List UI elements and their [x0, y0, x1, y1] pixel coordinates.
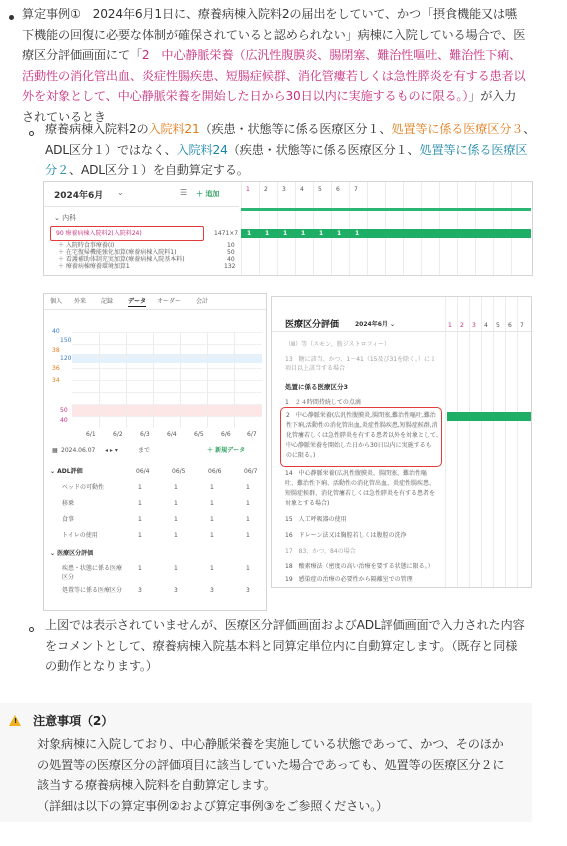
notice-title: 注意事項（2）: [33, 714, 114, 728]
calendar-day: 3: [472, 322, 476, 329]
case-line: 活動性の消化管出血、炎症性腸疾患、短腸症候群、消化管瘻若しくは急性膵炎を有する患者以: [22, 68, 526, 83]
item-row[interactable]: ＋ 入院時食事療養(Ⅰ): [58, 242, 115, 249]
evaluation-line: 17 83、かつ、84の場合: [285, 548, 356, 555]
schedule-bar: [241, 208, 531, 211]
new-data-button[interactable]: ＋ 新規データ: [207, 447, 246, 454]
section-heading: 処置に係る医療区分3: [285, 383, 349, 391]
month-selector[interactable]: 2024年6月 ⌄: [355, 321, 395, 328]
calendar-day: 4: [484, 322, 488, 329]
screenshot-header: [44, 182, 239, 207]
adl-value: 1: [210, 484, 214, 491]
case-line: 療区分評価画面にて「2 中心静脈栄養（広汎性腹膜炎、腸閉塞、難治性嘔吐、難治性下痢、: [22, 48, 522, 62]
calendar-day: 5: [318, 186, 322, 193]
date-toolbar: [44, 443, 266, 457]
y-axis-label: 150: [60, 337, 72, 344]
calendar-day: 5: [496, 322, 500, 329]
medical-item: 疾患・状態に係る医療区分: [62, 565, 123, 581]
adl-value: 1: [210, 516, 214, 523]
highlight-qty: 1471×7: [214, 230, 239, 237]
calendar-day: 3: [282, 186, 286, 193]
x-axis-label: 6/7: [247, 431, 257, 438]
case-line: されているとき: [22, 109, 106, 124]
y-axis-label: 40: [60, 417, 68, 424]
adl-value: 1: [246, 500, 250, 507]
adl-item: 食事: [62, 516, 75, 523]
y-axis-label: 36: [52, 365, 60, 372]
adl-value: 1: [138, 516, 142, 523]
item-qty: 132: [224, 263, 236, 270]
bar-cell: 1: [247, 230, 252, 237]
item-row[interactable]: ＋ 療養病棟療養環境加算1: [58, 263, 130, 270]
adl-value: 1: [138, 484, 142, 491]
boxed-line: 2 中心静脈栄養(広汎性腹膜炎,腸閉塞,難治性嘔吐,難治: [286, 412, 436, 419]
result-description: 療養病棟入院料2の入院料21（疾患・状態等に係る医療区分１、処置等に係る医療区分３、 ADL区分１）ではなく、入院料24（疾患・状態等に係る医療区分１、処置等に係る医療区 分２、ADL区分１）を自動算定する。: [45, 122, 536, 177]
y-axis-label: 50: [60, 407, 68, 414]
adl-item: 移乗: [62, 500, 75, 507]
adl-value: 1: [246, 516, 250, 523]
notice-box: ! 注意事項（2） 対象病棟に入院しており、中心静脈栄養を実施している状態であって、かつ、そのほか の処置等の医療区分の評価項目に該当していた場合であっても、処置等の医療区分２に 該当する療養病棟入院料を自動算定します。 （詳細は以下の算定事例②および算定事例③をご参照ください。）: [0, 703, 532, 822]
sub-bullet: [29, 627, 34, 632]
x-axis-label: 6/6: [221, 431, 231, 438]
medical-value: 3: [246, 587, 250, 594]
date-field[interactable]: 2024.06.07: [61, 447, 96, 454]
x-axis-label: 6/3: [140, 431, 150, 438]
evaluation-line: 項目以上該当する場合: [285, 365, 346, 372]
evaluation-line: （Ⅲ）等（スモン、筋ジストロフィー）: [285, 341, 390, 348]
medical-value: 1: [174, 565, 178, 572]
adl-value: 1: [138, 500, 142, 507]
tab-record[interactable]: 記録: [101, 298, 114, 305]
tab-outpatient[interactable]: 外来: [74, 298, 87, 305]
evaluation-line: 対象とする場合): [285, 500, 330, 507]
case-line: 外を対象として、中心静脈栄養を開始した日から30日以内に実施するものに限る。）」が入力: [22, 89, 517, 103]
adl-value: 1: [174, 500, 178, 507]
evaluation-line: 1 ２４時間持続しての点滴: [285, 399, 361, 406]
calendar-day: 2: [460, 322, 464, 329]
calculation-screenshot: [43, 181, 533, 276]
evaluation-line: 13 糖に該当、かつ、1～41（15及び31を除く。）に１: [285, 356, 436, 363]
data-tab-screenshot: [43, 293, 267, 611]
calendar-area: [241, 182, 532, 275]
medical-value: 1: [210, 565, 214, 572]
adl-item: ベッドの可動性: [62, 484, 105, 491]
adl-value: 1: [138, 532, 142, 539]
boxed-line: 化管瘻若しくは急性膵炎を有する患者以外を対象として、: [286, 432, 442, 439]
adl-value: 1: [246, 484, 250, 491]
evaluation-line: 15 人工呼吸器の使用: [285, 516, 347, 523]
calendar-day: 4: [300, 186, 304, 193]
tab-bar: [44, 294, 266, 310]
adl-value: 1: [210, 532, 214, 539]
medical-item: 処置等に係る医療区分: [62, 587, 123, 594]
calendar-day: 1: [448, 322, 452, 329]
calendar-day: 2: [264, 186, 268, 193]
month-label[interactable]: 2024年6月: [54, 191, 104, 201]
vitals-chart: [72, 332, 262, 428]
evaluation-line: 14 中心静脈栄養(広汎性腹膜炎、腸閉塞、難治性嘔: [285, 470, 427, 477]
medical-section[interactable]: ⌄ 医療区分評価: [50, 550, 94, 557]
y-axis-label: 38: [52, 347, 60, 354]
calendar-day: 1: [246, 186, 250, 193]
item-row[interactable]: ＋ 看護補助体制充実加算(療養病棟入院基本料): [58, 256, 185, 263]
list-bullet: [9, 15, 14, 20]
x-axis-label: 6/4: [167, 431, 177, 438]
calendar-day: 7: [354, 186, 358, 193]
medical-value: 3: [210, 587, 214, 594]
bar-cell: 1: [283, 230, 288, 237]
y-axis-label: 120: [60, 355, 72, 362]
calendar-day: 6: [336, 186, 340, 193]
item-qty: 40: [227, 256, 235, 263]
adl-value: 1: [210, 500, 214, 507]
tab-order[interactable]: オーダー: [157, 298, 182, 305]
department-label[interactable]: ⌄ 内科: [54, 214, 77, 222]
y-axis-label: 40: [52, 328, 60, 335]
calendar-day: 7: [520, 322, 524, 329]
evaluation-calendar: [445, 297, 531, 587]
sub-bullet: [29, 131, 34, 136]
item-row[interactable]: ＋ 在宅復帰機能強化加算(療養病棟入院料1): [58, 249, 177, 256]
item-qty: 10: [227, 242, 235, 249]
medical-value: 1: [138, 565, 142, 572]
case-line: 下機能の回復に必要な体制が確保されていると認められない」病棟に入院している場合で、医: [22, 27, 526, 42]
column-header: 06/4: [136, 468, 150, 475]
case-line: 算定事例① 2024年6月1日に、療養病棟入院料2の届出をしていて、かつ「摂食機能又は嚥: [22, 7, 517, 21]
evaluation-line: 19 感染症の治療の必要性から隔離室での管理: [285, 576, 413, 583]
add-button[interactable]: ＋ 追加: [196, 190, 220, 198]
medical-evaluation-screenshot: [271, 296, 532, 588]
adl-section[interactable]: ⌄ ADL評価: [50, 468, 83, 475]
evaluation-line: 16 ドレーン法又は胸腔若しくは腹腔の洗浄: [285, 532, 407, 539]
bar-cell: 1: [265, 230, 270, 237]
evaluation-line: 18 酸素療法（密度の高い治療を要する状態に限る。）: [285, 563, 434, 570]
filter-icon[interactable]: ☰: [180, 188, 188, 197]
until-label: まで: [138, 447, 151, 454]
y-axis-label: 34: [52, 377, 60, 384]
column-header: 06/6: [208, 468, 222, 475]
evaluation-title: 医療区分評価: [285, 320, 340, 330]
schedule-bar: [447, 412, 531, 421]
highlight-row[interactable]: 90 療養病棟入院料2(入院料24): [56, 230, 142, 237]
bar-cell: 1: [337, 230, 342, 237]
tab-billing[interactable]: 会計: [196, 298, 209, 305]
x-axis-label: 6/2: [113, 431, 123, 438]
adl-value: 1: [174, 516, 178, 523]
tab-data[interactable]: データ: [128, 298, 147, 305]
medical-value: 1: [246, 565, 250, 572]
evaluation-line: 吐、難治性下痢、活動性の消化管出血、炎症性腸疾患、: [285, 480, 436, 487]
adl-item: トイレの使用: [62, 532, 98, 539]
tab-personal[interactable]: 個人: [50, 298, 63, 305]
medical-value: 3: [174, 587, 178, 594]
bar-cell: 1: [355, 230, 360, 237]
column-header: 06/5: [172, 468, 186, 475]
adl-value: 1: [246, 532, 250, 539]
item-qty: 50: [227, 249, 235, 256]
x-axis-label: 6/5: [194, 431, 204, 438]
prev-next-arrows-icon[interactable]: ◂ ▸ ▾: [105, 447, 118, 454]
chevron-down-icon[interactable]: ⌄: [117, 188, 124, 197]
adl-value: 1: [174, 484, 178, 491]
adl-value: 1: [174, 532, 178, 539]
calendar-day: 6: [508, 322, 512, 329]
column-header: 06/7: [244, 468, 258, 475]
auto-calc-note: 上図では表示されていませんが、医療区分評価画面およびADL評価画面で入力された内容 をコメントとして、療養病棟入院基本料と同算定単位内に自動算定します。（既存と同様 の動作となります。）: [45, 618, 525, 673]
boxed-line: 性下痢,活動性の消化管出血,炎症性腸疾患,短腸症候群,消: [286, 422, 438, 429]
x-axis-label: 6/1: [86, 431, 96, 438]
boxed-line: のに限る。): [286, 452, 316, 459]
bar-cell: 1: [301, 230, 306, 237]
medical-value: 3: [138, 587, 142, 594]
bar-cell: 1: [319, 230, 324, 237]
boxed-line: 中心静脈栄養を開始した日から30日以内に実施するも: [286, 442, 432, 449]
calendar-icon[interactable]: ▦: [52, 447, 58, 454]
evaluation-line: 短腸症候群、消化管瘻若しくは急性膵炎を有する患者を: [285, 490, 436, 497]
case-description: [22, 4, 562, 127]
notice-body: 対象病棟に入院しており、中心静脈栄養を実施している状態であって、かつ、そのほか の処置等の医療区分の評価項目に該当していた場合であっても、処置等の医療区分２に 該当する療養病棟入院料を自動算定します。 （詳細は以下の算定事例②および算定事例③をご参照ください。）: [37, 737, 505, 813]
